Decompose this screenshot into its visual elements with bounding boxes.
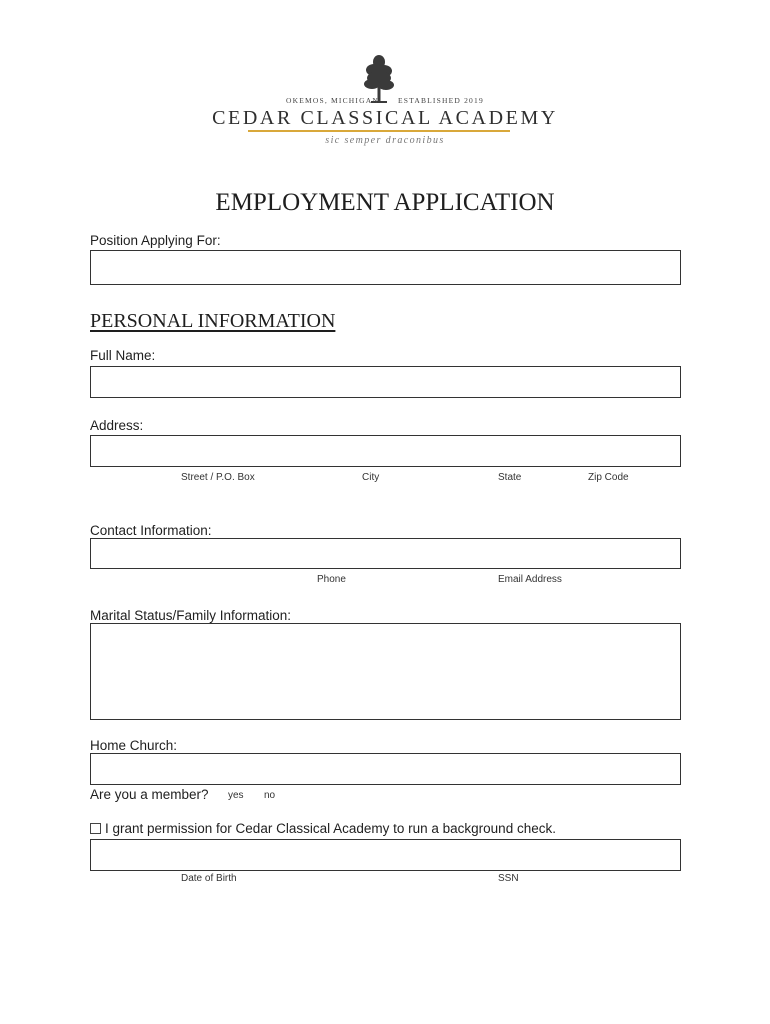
address-field[interactable] <box>90 435 681 467</box>
ssn-sublabel: SSN <box>498 873 519 884</box>
page-title: EMPLOYMENT APPLICATION <box>215 189 555 216</box>
section-title-personal: PERSONAL INFORMATION <box>90 310 336 332</box>
full-name-field[interactable] <box>90 366 681 398</box>
gold-divider <box>248 130 510 132</box>
full-name-label: Full Name: <box>90 348 156 363</box>
member-no-option[interactable]: no <box>264 790 276 801</box>
email-sublabel: Email Address <box>498 574 562 585</box>
city-sublabel: City <box>362 472 380 483</box>
contact-label: Contact Information: <box>90 523 212 538</box>
street-sublabel: Street / P.O. Box <box>181 472 255 483</box>
church-field[interactable] <box>90 753 681 785</box>
background-check-row <box>90 821 556 836</box>
school-name: CEDAR CLASSICAL ACADEMY <box>212 107 558 129</box>
zip-sublabel: Zip Code <box>588 472 629 483</box>
background-checkbox[interactable] <box>90 823 101 834</box>
member-yes-option[interactable]: yes <box>228 790 244 801</box>
member-label: Are you a member? <box>90 787 209 802</box>
motto: sic semper draconibus <box>325 135 445 146</box>
state-sublabel: State <box>498 472 522 483</box>
established-tagline: ESTABLISHED 2019 <box>398 96 484 105</box>
position-field[interactable] <box>90 250 681 285</box>
phone-sublabel: Phone <box>317 574 346 585</box>
background-check-label: I grant permission for Cedar Classical Academy to run a background check. <box>105 821 556 836</box>
contact-field[interactable] <box>90 538 681 569</box>
position-label: Position Applying For: <box>90 233 221 248</box>
location-tagline: OKEMOS, MICHIGAN <box>286 96 379 105</box>
dob-sublabel: Date of Birth <box>181 873 237 884</box>
marital-field[interactable] <box>90 623 681 720</box>
address-label: Address: <box>90 418 144 433</box>
church-label: Home Church: <box>90 738 178 753</box>
background-field[interactable] <box>90 839 681 871</box>
marital-label: Marital Status/Family Information: <box>90 608 292 623</box>
